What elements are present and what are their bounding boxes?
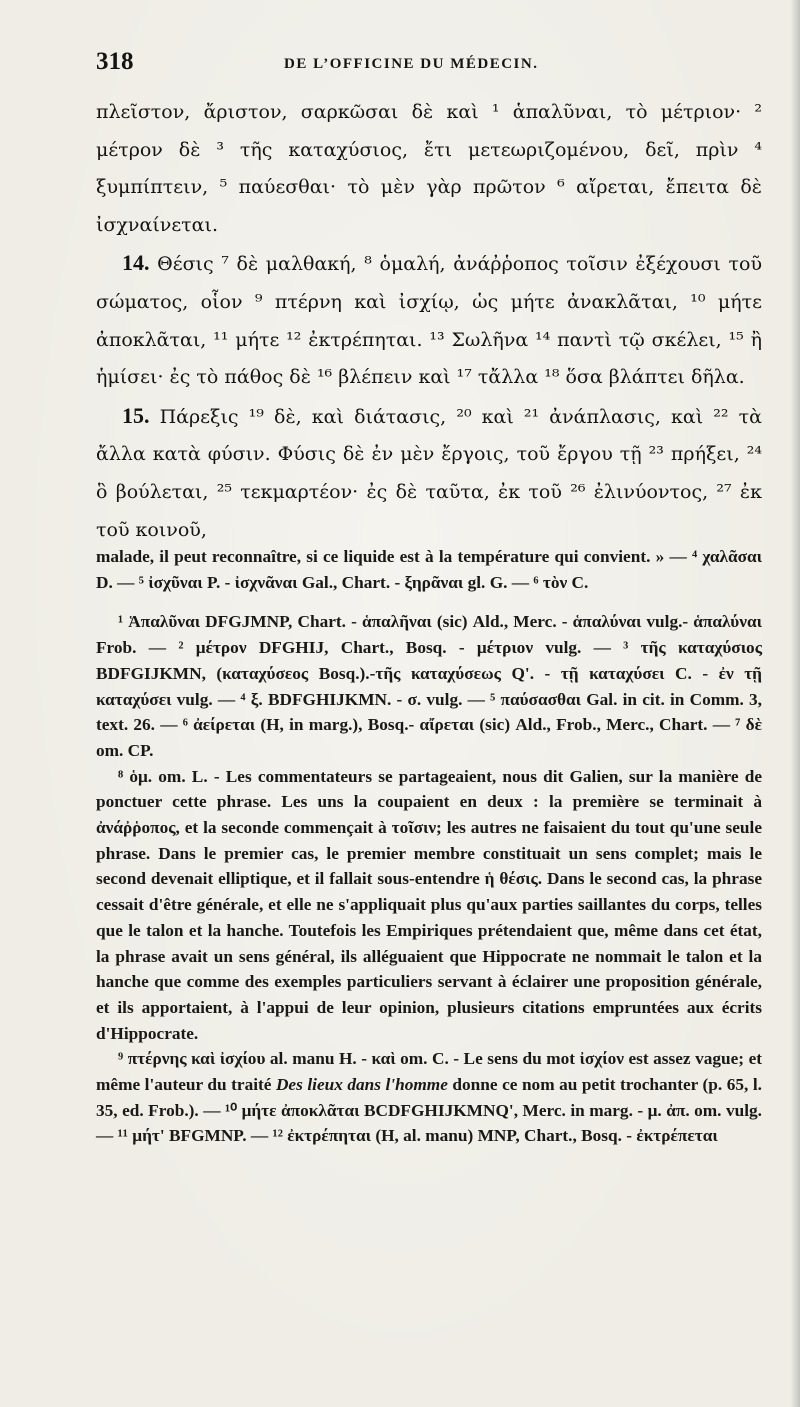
section-number: 14. — [122, 250, 150, 276]
footnote-text: ⁹ πτέρνης καὶ ἰσχίου al. manu H. - καὶ om. C. - Le sens du mot ἰσχίον est assez vague; et même l'auteur du traité — [96, 1049, 762, 1095]
running-title: DE L’OFFICINE DU MÉDECIN. — [284, 56, 539, 72]
footnote — [96, 1046, 762, 1149]
greek-section-15 — [96, 397, 762, 549]
page-gutter-shadow — [790, 0, 800, 1407]
page-header — [96, 48, 756, 78]
footnote-italic-title: Des lieux dans l'homme — [275, 1075, 448, 1095]
footnote-gap — [96, 595, 762, 609]
greek-paragraph-text: Πάρεξις ¹⁹ δὲ, καὶ διάτασις, ²⁰ καὶ ²¹ ἀνάπλασις, καὶ ²² τὰ ἄλλα κατὰ φύσιν. Φύσις δὲ ἐν μὲν ἔργοις, τοῦ ἔργου τῇ ²³ πρήξει, ²⁴ ὃ βούλεται, ²⁵ τεκμαρτέον· ἐς δὲ ταῦτα, ἐκ τοῦ ²⁶ ἐλινύοντος, ²⁷ ἐκ τοῦ κοινοῦ, — [96, 405, 762, 541]
page-number: 318 — [96, 48, 134, 75]
section-number: 15. — [122, 402, 150, 428]
greek-paragraph-text: πλεῖστον, ἄριστον, σαρκῶσαι δὲ καὶ ¹ ἁπαλῦναι, τὸ μέτριον· ² μέτρον δὲ ³ τῆς καταχύσιος, ἔτι μετεωριζομένου, δεῖ, πρὶν ⁴ ξυμπίπτειν, ⁵ παύεσθαι· τὸ μὲν γὰρ πρῶτον ⁶ αἴρεται, ἔπειτα δὲ ἰσχναίνεται. — [96, 101, 762, 236]
footnote-continuation: malade, il peut reconnaître, si ce liquide est à la température qui convient. » — ⁴ χαλᾶσαι D. — ⁵ ἰσχῦναι P. - ἰσχνᾶναι Gal., Chart. - ξηρᾶναι gl. G. — ⁶ τὸν C. — [96, 547, 762, 592]
greek-paragraph — [96, 94, 762, 244]
greek-section-14 — [96, 244, 762, 396]
footnote: ¹ Ἁπαλῦναι DFGJMNP, Chart. - ἁπαλῆναι (sic) Ald., Merc. - ἁπαλύναι vulg.- ἁπαλύναι Frob. — ² μέτρον DFGHIJ, Chart., Bosq. - μέτριον vulg. — ³ τῆς καταχύσιος BDFGIJKMN, (καταχύσεος Bosq.).-τῆς καταχύσεως Q'. - τῇ καταχύσει C. - ἐν τῇ καταχύσει vulg. — ⁴ ξ. BDFGHIJKMN. - σ. vulg. — ⁵ παύσασθαι Gal. in cit. in Comm. 3, text. 26. — ⁶ ἀείρεται (H, in marg.), Bosq.- αἴρεται (sic) Ald., Frob., Merc., Chart. — ⁷ δὲ om. CP. — [96, 612, 762, 760]
greek-paragraph-text: Θέσις ⁷ δὲ μαλθακή, ⁸ ὁμαλή, ἀνάῤῥοπος τοῖσιν ἐξέχουσι τοῦ σώματος, οἷον ⁹ πτέρνη καὶ ἰσχίῳ, ὡς μήτε ἀνακλᾶται, ¹⁰ μήτε ἀποκλᾶται, ¹¹ μήτε ¹² ἐκτρέπηται. ¹³ Σωλῆνα ¹⁴ παντὶ τῷ σκέλει, ¹⁵ ἢ ἡμίσει· ἐς τὸ πάθος δὲ ¹⁶ βλέπειν καὶ ¹⁷ τἄλλα ¹⁸ ὅσα βλάπτει δῆλα. — [96, 253, 762, 389]
footnotes-block — [96, 544, 762, 1149]
footnote: ⁸ ὁμ. om. L. - Les commentateurs se partageaient, nous dit Galien, sur la manière de ponctuer cette phrase. Les uns la coupaient en deux : la première se terminait à ἀνάῤῥοπος, et la seconde commençait à τοῖσιν; les autres ne faisaient du tout qu'une seule phrase. Dans le premier cas, le premier membre constituait un sens complet; mais le second devenait elliptique, et il fallait sous-entendre ἡ θέσις. Dans le second cas, la phrase cessait d'être générale, et elle ne s'appliquait plus qu'aux parties saillantes du corps, telles que le talon et la hanche. Toutefois les Empiriques prétendaient que, même dans cet état, la phrase avait un sens général, ils alléguaient que Hippocrate ne nommait le talon et la hanche que comme des exemples particuliers servant à éclairer une proposition générale, et ils apportaient, à l'appui de leur opinion, plusieurs citations empruntées aux écrits d'Hippocrate. — [96, 766, 762, 1043]
greek-text-block — [96, 94, 762, 549]
footnote-text: donne ce nom au petit trochanter (p. 65, l. 35, ed. Frob.). — ¹⁰ μήτε ἀποκλᾶται BCDFGHIJKMNQ', Merc. in marg. - μ. ἀπ. om. vulg. — ¹¹ μήτ' BFGMNP. — ¹² ἐκτρέπηται (H, al. manu) MNP, Chart., Bosq. - ἐκτρέπεται — [96, 1075, 762, 1146]
